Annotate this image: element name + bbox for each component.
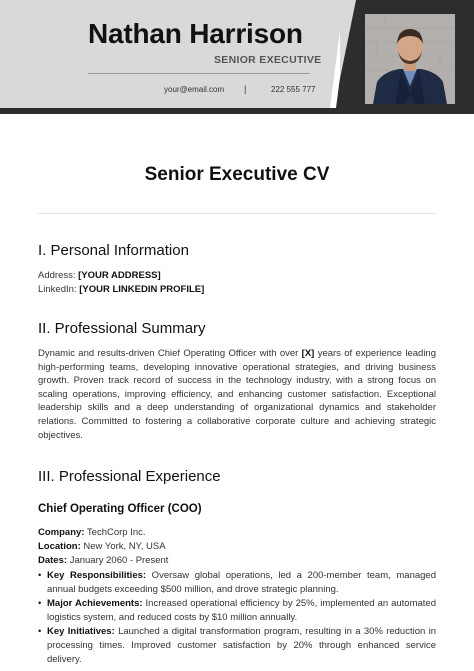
job-title: Chief Operating Officer (COO)	[38, 503, 202, 515]
bullet-label: Key Responsibilities:	[47, 570, 147, 581]
location-line	[38, 541, 166, 552]
document-title: Senior Executive CV	[144, 164, 330, 185]
candidate-role: SENIOR EXECUTIVE	[214, 54, 322, 66]
bullet-label: Major Achievements:	[47, 598, 143, 609]
email-text: your@email.com	[164, 85, 225, 94]
location-label: Location:	[38, 541, 81, 552]
address-label: Address:	[38, 270, 76, 281]
company-line	[38, 527, 146, 538]
summary-text-end: years of experience leading high-performing teams, developing innovative operational strategies, and driving business growth. Proven track record of success in the technology industry, with a strong focus on scaling operations, improving efficiency, and enhancing customer satisfaction. Exceptional leadership skills and a deep understanding of organizational dynamics and stakeholder relations. Committed to fostering a collaborative corporate culture and achieving strategic objectives.	[38, 348, 436, 441]
phone-text: 222 555 777	[271, 85, 316, 94]
bullet-label: Key Initiatives:	[47, 626, 115, 637]
address-line	[38, 270, 161, 281]
title-divider	[38, 213, 436, 214]
header-bottom-bar	[0, 108, 474, 114]
dates-line	[38, 555, 168, 566]
list-item	[38, 597, 436, 625]
candidate-name: Nathan Harrison	[88, 18, 303, 49]
linkedin-value: [YOUR LINKEDIN PROFILE]	[79, 284, 205, 295]
bullet-text: Oversaw global operations, led a 200-member team, managed annual budgets exceeding $500 million, and drove strategic planning.	[47, 570, 436, 595]
list-item	[38, 625, 436, 667]
bullet-text: Increased operational efficiency by 25%, implemented an automated logistics system, and reduced costs by $10 million annually.	[47, 598, 436, 623]
cv-header	[0, 0, 474, 114]
experience-bullet-list	[38, 569, 436, 667]
dates-label: Dates:	[38, 555, 68, 566]
summary-text-start: Dynamic and results-driven Chief Operating Officer with over	[38, 348, 302, 359]
linkedin-label: LinkedIn:	[38, 284, 77, 295]
dates-value: January 2060 - Present	[69, 555, 169, 566]
header-divider	[88, 73, 310, 74]
section-heading-experience: III. Professional Experience	[38, 468, 221, 485]
summary-paragraph	[38, 347, 436, 442]
location-value: New York, NY, USA	[83, 541, 166, 552]
years-placeholder: [X]	[301, 348, 315, 359]
bullet-text: Launched a digital transformation program, resulting in a 30% reduction in processing times. Improved customer satisfaction by 20% through enhanced service delivery.	[47, 626, 436, 665]
company-label: Company:	[38, 527, 85, 538]
section-heading-summary: II. Professional Summary	[38, 320, 206, 337]
profile-photo	[365, 14, 455, 104]
linkedin-line	[38, 284, 204, 295]
company-value: TechCorp Inc.	[86, 527, 146, 538]
contact-separator: |	[244, 84, 247, 94]
list-item	[38, 569, 436, 597]
address-value: [YOUR ADDRESS]	[78, 270, 161, 281]
section-heading-personal: I. Personal Information	[38, 242, 189, 259]
